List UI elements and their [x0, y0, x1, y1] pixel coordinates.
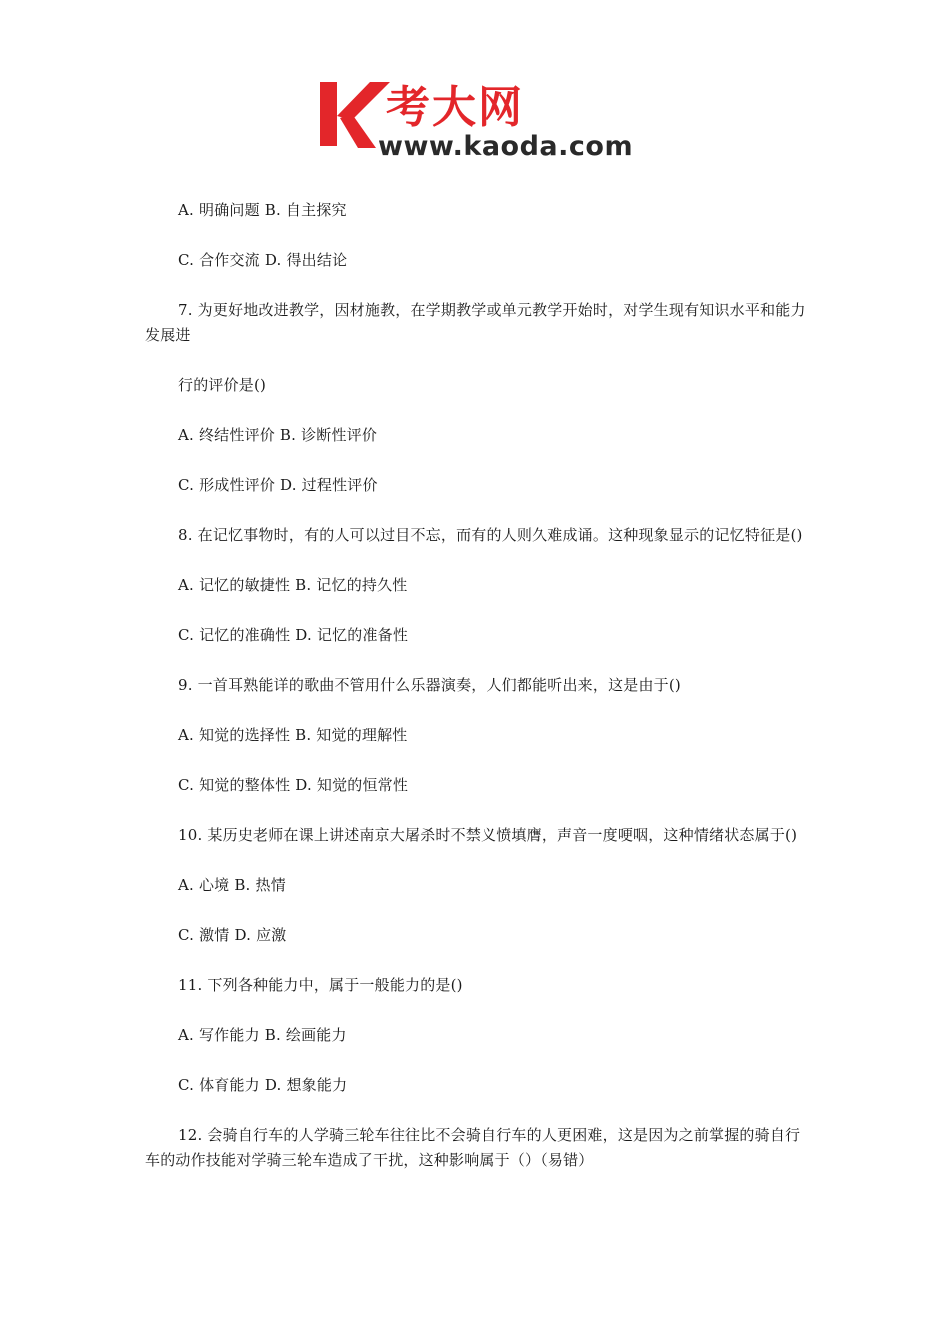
option-line: A. 写作能力 B. 绘画能力 [178, 1026, 347, 1044]
option-line: C. 体育能力 D. 想象能力 [178, 1076, 348, 1094]
option-line: C. 合作交流 D. 得出结论 [178, 251, 348, 269]
logo-url: www.kaoda.com [378, 131, 634, 160]
question-text: 9. 一首耳熟能详的歌曲不管用什么乐器演奏，人们都能听出来，这是由于() [178, 676, 681, 694]
question-text: 11. 下列各种能力中，属于一般能力的是() [178, 976, 463, 994]
logo-brand: 考大网 [386, 82, 524, 133]
option-line: C. 形成性评价 D. 过程性评价 [178, 476, 378, 494]
option-line: A. 记忆的敏捷性 B. 记忆的持久性 [178, 576, 408, 594]
option-line: C. 知觉的整体性 D. 知觉的恒常性 [178, 776, 409, 794]
option-line: A. 心境 B. 热情 [178, 876, 286, 894]
question-text: 7. 为更好地改进教学，因材施教，在学期教学或单元教学开始时，对学生现有知识水平和能力发展进 [145, 301, 806, 344]
document-body [145, 198, 810, 1198]
question-text: 10. 某历史老师在课上讲述南京大屠杀时不禁义愤填膺，声音一度哽咽，这种情绪状态属于() [178, 826, 798, 844]
option-line: A. 知觉的选择性 B. 知觉的理解性 [178, 726, 408, 744]
option-line: A. 明确问题 B. 自主探究 [178, 201, 347, 219]
option-line: A. 终结性评价 B. 诊断性评价 [178, 426, 378, 444]
question-text: 行的评价是() [178, 376, 267, 394]
question-text: 12. 会骑自行车的人学骑三轮车往往比不会骑自行车的人更困难，这是因为之前掌握的骑自行车的动作技能对学骑三轮车造成了干扰，这种影响属于（）（易错） [145, 1126, 801, 1169]
option-line: C. 记忆的准确性 D. 记忆的准备性 [178, 626, 409, 644]
option-line: C. 激情 D. 应激 [178, 926, 287, 944]
question-text: 8. 在记忆事物时，有的人可以过目不忘，而有的人则久难成诵。这种现象显示的记忆特征是() [178, 526, 803, 544]
kaoda-logo [318, 78, 640, 160]
